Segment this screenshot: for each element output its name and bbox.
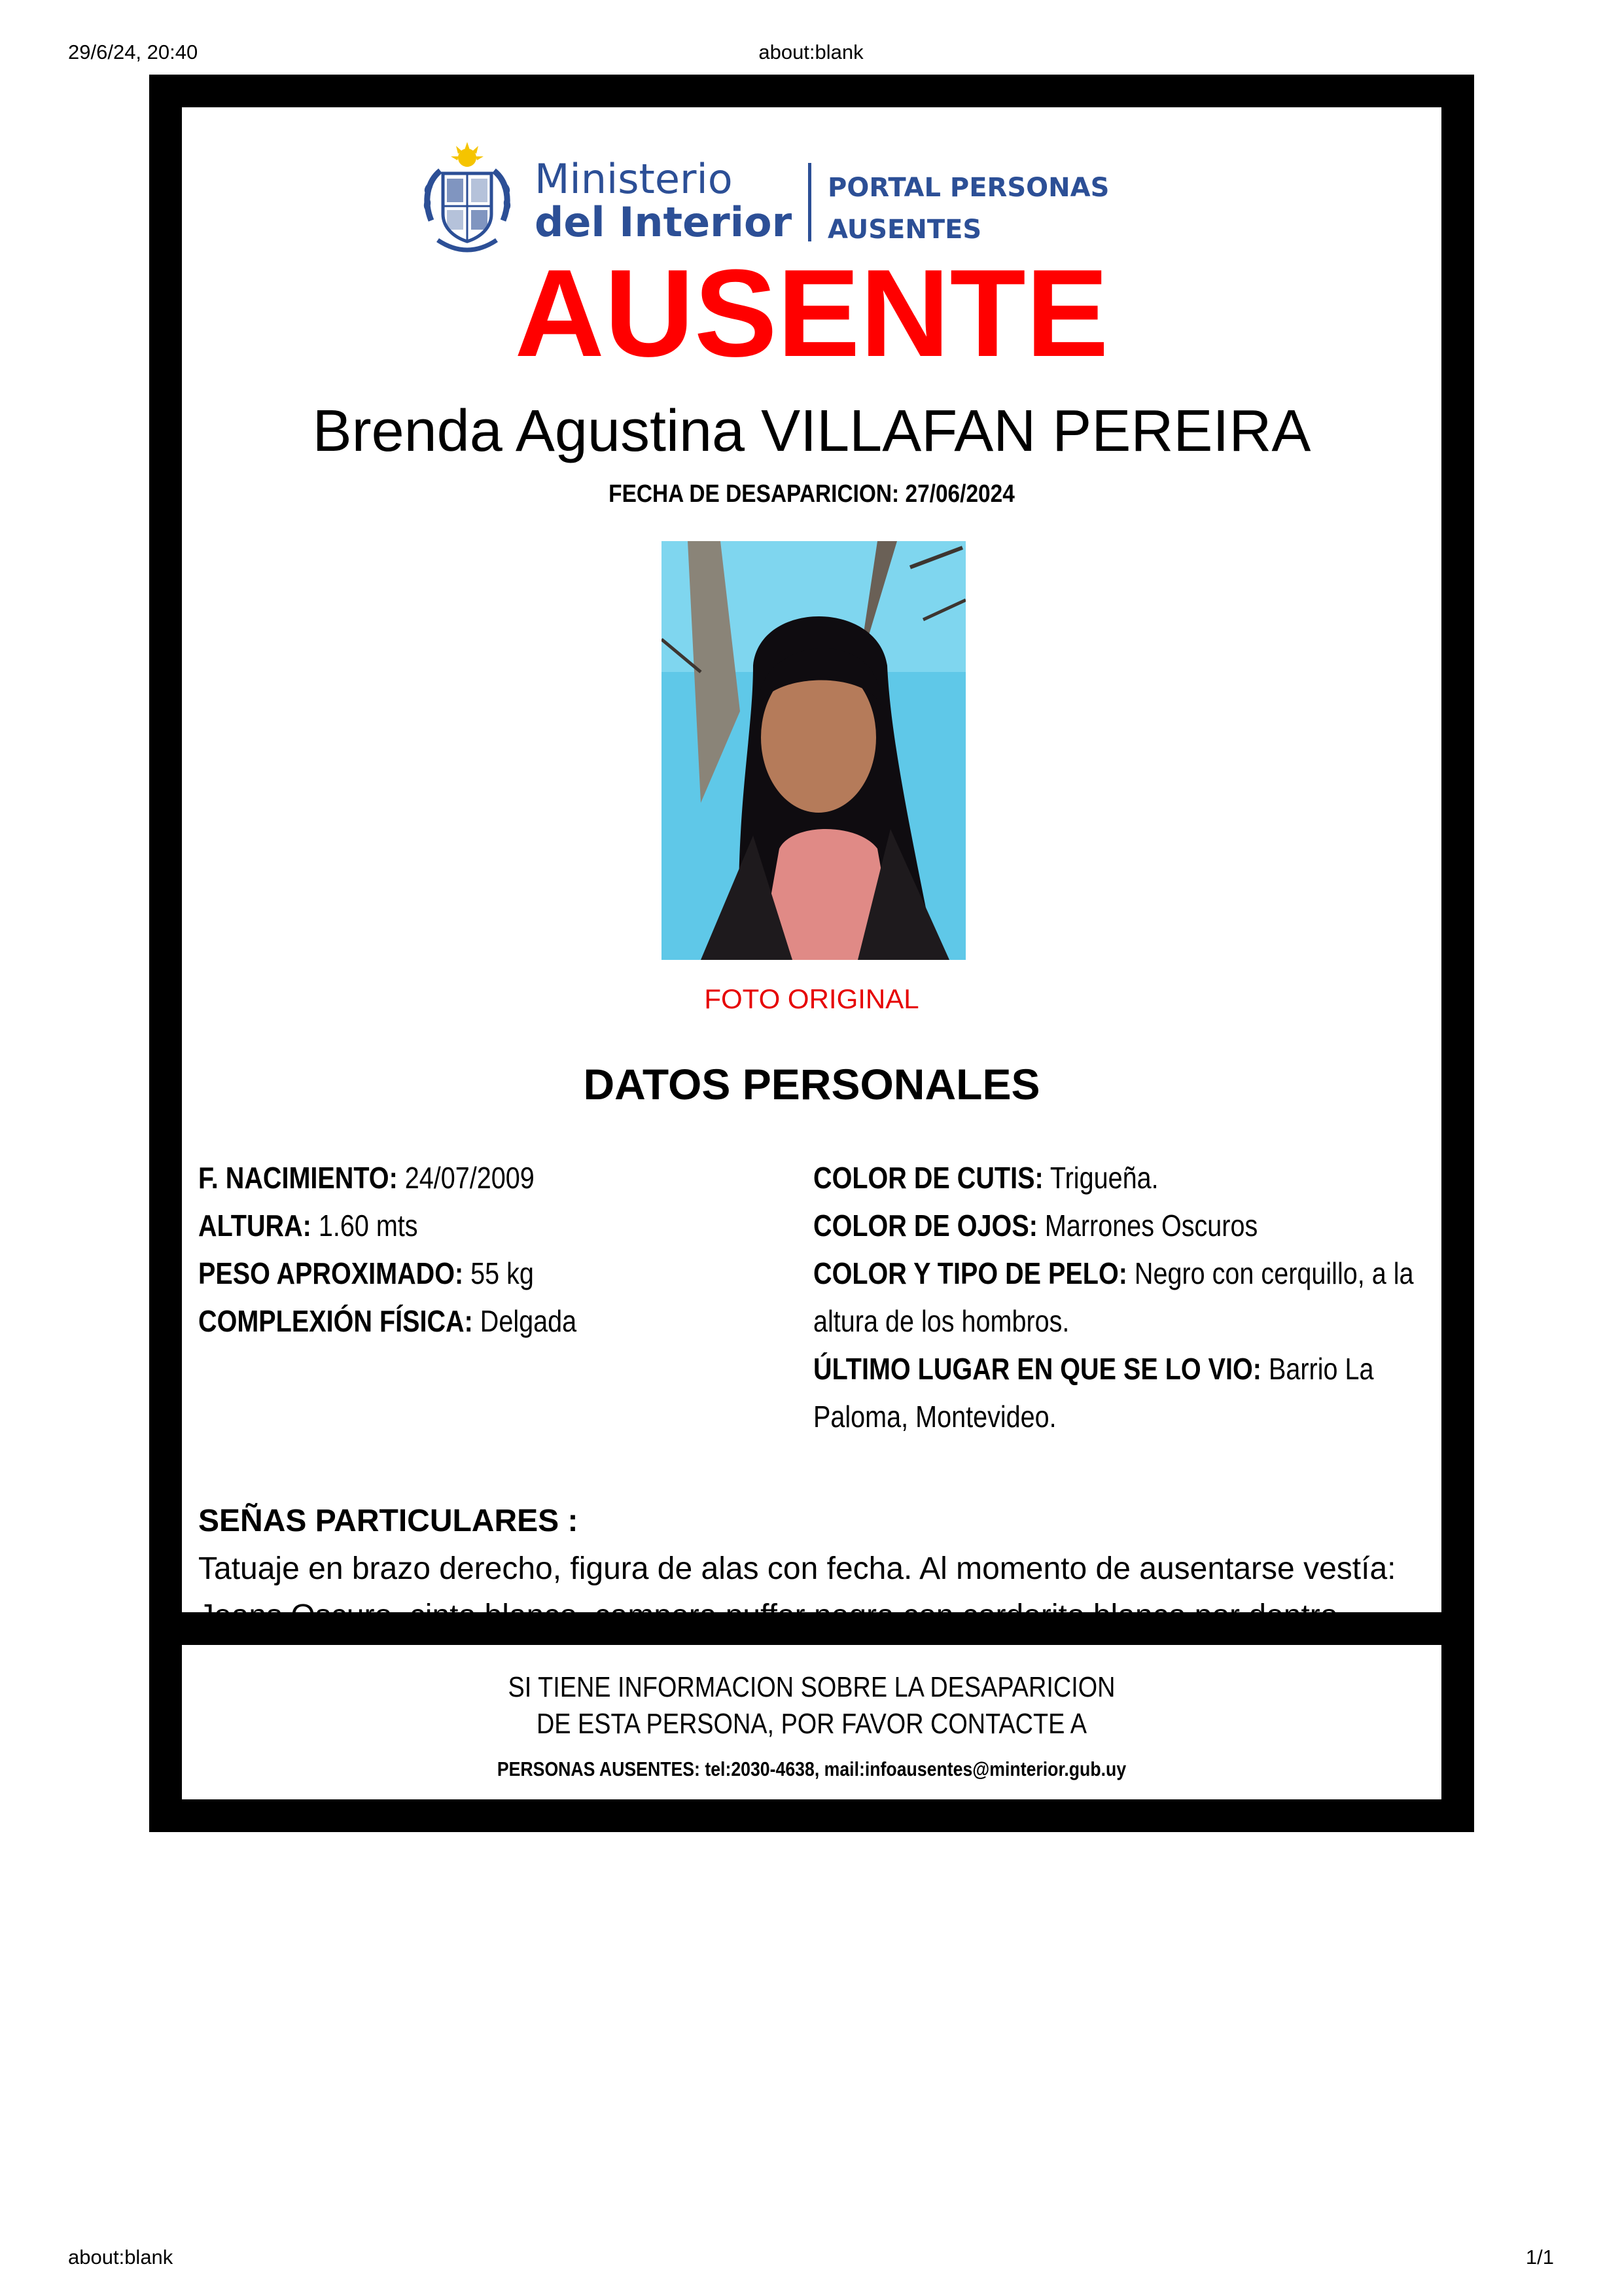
detail-value: Trigueña. [1049,1161,1159,1195]
detail-value: Marrones Oscuros [1044,1209,1258,1243]
detail-birthdate [198,1154,705,1202]
contact-line1: SI TIENE INFORMACION SOBRE LA DESAPARICION [508,1671,1116,1703]
status-title: AUSENTE [514,244,1109,383]
portal-name [828,167,1109,251]
section-title: DATOS PERSONALES [583,1060,1040,1108]
detail-label: COMPLEXIÓN FÍSICA: [198,1304,473,1338]
person-name: Brenda Agustina VILLAFAN PEREIRA [312,398,1311,464]
contact-details: PERSONAS AUSENTES: tel:2030-4638, mail:infoausentes@minterior.gub.uy [497,1757,1127,1780]
print-footer-url: about:blank [68,2246,173,2269]
logo-divider [808,163,811,241]
detail-value: Barrio La Paloma, Montevideo. [813,1352,1374,1434]
contact-line2: DE ESTA PERSONA, POR FAVOR CONTACTE A [536,1708,1087,1740]
personal-details-right [813,1154,1441,1441]
contact-panel [182,1645,1441,1799]
page-number: 1/1 [1525,2246,1554,2269]
poster-frame [149,75,1474,1832]
detail-value: Negro con cerquillo, a la altura de los hombros. [813,1256,1414,1338]
detail-label: F. NACIMIENTO: [198,1161,398,1195]
distinguishing-marks-label: SEÑAS PARTICULARES : [198,1504,578,1538]
detail-last-seen [813,1345,1415,1441]
photo-caption: FOTO ORIGINAL [704,983,919,1014]
detail-weight [198,1250,705,1298]
detail-value: 55 kg [470,1256,534,1290]
detail-build [198,1298,705,1345]
detail-value: Delgada [480,1304,577,1338]
detail-hair [813,1250,1415,1345]
ministry-name-line1: Ministerio [535,155,733,203]
print-datetime: 29/6/24, 20:40 [68,41,198,63]
detail-label: ALTURA: [198,1209,311,1243]
portal-name-line2: AUSENTES [828,215,982,245]
detail-label: COLOR Y TIPO DE PELO: [813,1256,1127,1290]
detail-label: PESO APROXIMADO: [198,1256,464,1290]
detail-label: COLOR DE CUTIS: [813,1161,1044,1195]
personal-details-left [198,1154,787,1345]
detail-skin-color [813,1154,1415,1202]
detail-eye-color [813,1202,1415,1250]
distinguishing-marks-text: Tatuaje en brazo derecho, figura de alas con fecha. Al momento de ausentarse vestía: Jeans Oscuro, cinto blanco, campera puffer negra con corderito blanco por dentro, [198,1551,1396,1633]
ministry-name-line2: del Interior [535,198,792,246]
ministry-name [535,155,792,246]
detail-value: 24/07/2009 [404,1161,535,1195]
detail-label: COLOR DE OJOS: [813,1209,1038,1243]
detail-value: 1.60 mts [318,1209,418,1243]
portal-name-line1: PORTAL PERSONAS [828,173,1110,203]
print-url: about:blank [758,41,864,63]
detail-height [198,1202,705,1250]
disappearance-date: FECHA DE DESAPARICION: 27/06/2024 [608,480,1015,508]
poster-panel [182,107,1441,1633]
detail-label: ÚLTIMO LUGAR EN QUE SE LO VIO: [813,1352,1261,1386]
missing-person-photo [661,541,966,960]
